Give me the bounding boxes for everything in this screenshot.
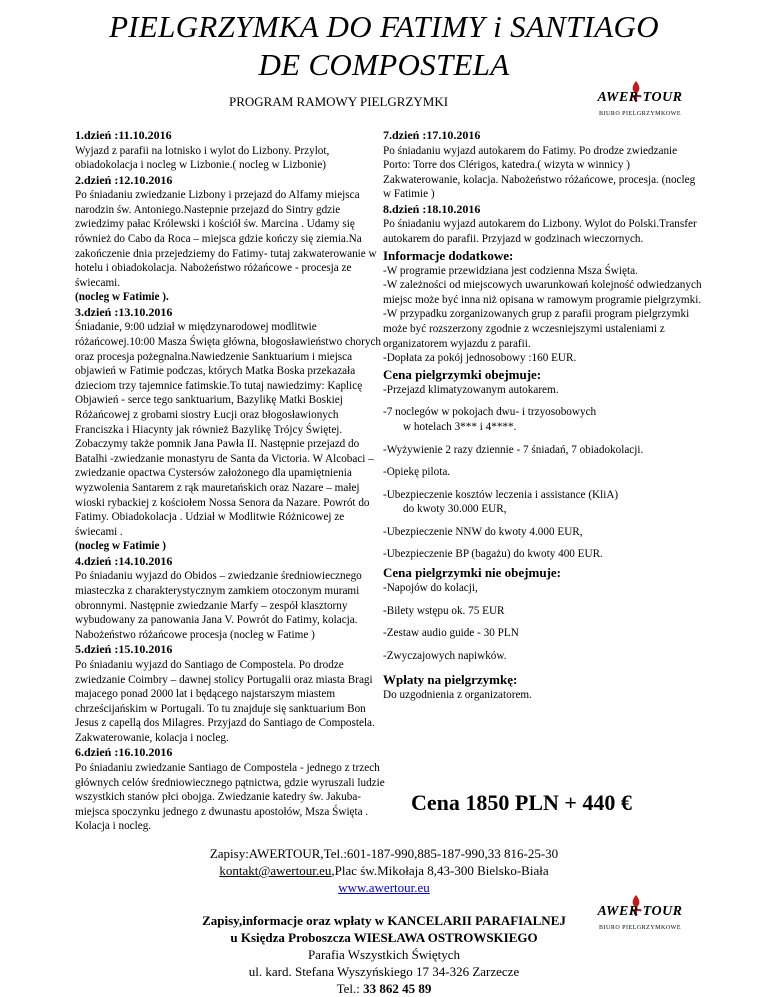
info-item: -Dopłata za pokój jednosobowy :160 EUR. (383, 352, 577, 365)
includes-item: -7 noclegów w pokojach dwu- i trzyosobowych (383, 406, 597, 419)
info-heading: Informacje dodatkowe: (383, 247, 514, 263)
total-price: Cena 1850 PLN + 440 € (411, 790, 632, 815)
program-left-column (75, 128, 386, 834)
contact-email-link[interactable]: kontakt@awertour.eu (219, 863, 332, 878)
includes-heading: Cena pielgrzymki obejmuje: (383, 366, 542, 382)
day-5-text: Po śniadaniu wyjazd do Santiago de Compostela. Po drodze zwiedzanie Coimbry – dawnej stolicy Portugalii oraz miasta Bragi majacego ponad 2000 lat i będącego najstarszym miastem chrześcijańskim w Portugali. To tu znajduje się sanktuarium Bon Jesus z capellą dos Milagres. Przyjazd do Santiago de Compostela. Zakwaterowanie, kolacja i nocleg. (75, 658, 375, 744)
info-item: -W zależności od miejscowych uwarunkowań kolejność odwiedzanych miejsc może być inna niż opisana w ramowym programie pielgrzymki. (383, 279, 702, 306)
includes-item: -Ubezpieczenie NNW do kwoty 4.000 EUR, (383, 525, 583, 538)
title-line-1: PIELGRZYMKA DO FATIMY i SANTIAGO (109, 9, 659, 44)
logo-brand: AWER·TOUR (597, 904, 683, 919)
page-title (0, 8, 768, 84)
day-4-text: Po śniadaniu wyjazd do Obidos – zwiedzanie średniowiecznego miasteczka z charakterystycznym zamkiem otoczonym murami obronnymi. Następnie zwiedzanie Marfy – zespół klasztorny wybudowany za panowania Jana V. Powrót do Fatimy, kolacja. Nabożeństwo różańcowe procesja (nocleg w Fatime ) (75, 570, 362, 641)
includes-item: w hotelach 3*** i 4****. (403, 420, 517, 433)
excludes-heading: Cena pielgrzymki nie obejmuje: (383, 565, 562, 581)
program-subtitle: PROGRAM RAMOWY PIELGRZYMKI (229, 94, 449, 109)
info-item: -W przypadku zorganizowanych grup z parafii program pielgrzymki może być rozszerzony zgodnie z wczesniejszymi ustaleniami z organizatorem wyjazdu z parafii. (383, 308, 690, 350)
day-8-title: 8.dzień :18.10.2016 (383, 201, 481, 216)
contact-address-line (0, 862, 768, 879)
excludes-item: -Zestaw audio guide - 30 PLN (383, 627, 519, 640)
day-2-title: 2.dzień :12.10.2016 (75, 172, 173, 187)
day-7-text: Po śniadaniu wyjazd autokarem do Fatimy. Po drodze zwiedzanie Porto: Torre dos Clérigos, katedra.( wizyta w winnicy ) Zakwaterowanie, kolacja. Nabożeństwo różańcowe, procesja. (nocleg w Fatimie ) (383, 144, 696, 201)
website-link[interactable]: www.awertour.eu (338, 880, 430, 895)
day-6-text: Po śniadaniu zwiedzanie Santiago de Compostela - jednego z trzech głównych celów średniowiecznego pątnictwa, gdzie wyruszali ludzie wszystkich stanów płci obojga. Zwiedzanie katedry św. Jakuba-miejsca spoczynku jednego z dwunastu apostołów, Msza Święta . Kolacja i nocleg. (75, 761, 385, 833)
office-phone: 33 862 45 89 (363, 981, 432, 996)
payments-heading: Wpłaty na pielgrzymkę: (383, 672, 518, 688)
day-2-text: Po śniadaniu zwiedzanie Lizbony i przejazd do Alfamy miejsca narodzin św. Antoniego.Nastepnie przejazd do Sintry gdzie zwiedzimy pałac Królewski i kościół św. Marcina . Udamy się również do Cabo da Roca – miejsca gdzie kończy się ziemia.Na zakończenie dnia przejedziemy do Fatimy- tutaj zakwaterowanie w hotelu i obiadokolacja. Nabożeństwo różańcowe - procesja ze świecami. (75, 189, 377, 289)
day-1-title: 1.dzień :11.10.2016 (75, 128, 172, 142)
excludes-item: -Zwyczajowych napiwków. (383, 649, 507, 662)
day-6-title: 6.dzień :16.10.2016 (75, 745, 173, 760)
excludes-item: -Napojów do kolacji, (383, 582, 478, 595)
title-line-2: DE COMPOSTELA (258, 47, 510, 82)
awertour-logo (588, 86, 692, 122)
program-right-column (383, 128, 703, 703)
day-3-text: Śniadanie, 9:00 udział w międzynarodowej modlitwie różańcowej.10:00 Masza Święta główna, błogosławieństwo chorych oraz procesja pożegnalna.Nawiedzenie Sanktuarium i miejsca objawień w Fatimie podczas, których Matka Boska przekazała dzieciom trzy tajemnice fatimskie.To tutaj nawiedzimy: Kaplicę Objawień - serce tego sanktuarium, Bazylikę Matki Boskiej Różańcowej z grobami siostry Łucji oraz błogosławionych Franciszka i Hiacynty jak również Bazylikę Trójcy Świętej. Zobaczymy także pomnik Jana Pawła II. Następnie przejazd do Batalhi -zwiedzanie monastyru de Santa da Victoria. W Alcobaci – zwiedzanie opactwa Cystersów założonego dla upamiętnienia wyzwolenia Santarem z rąk mauretańskich oraz Nazare – małej wioski rybackiej z kościołem Nossa Senora da Nazare. Powrót do Fatimy. Obiadokolacja . Udział w Modlitwie Różnicowej ze świecami . (75, 321, 382, 538)
office-line-4: ul. kard. Stefana Wyszyńskiego 17 34-326 Zarzecze (248, 964, 520, 979)
parish-office-block (0, 912, 768, 997)
logo-brand: AWER·TOUR (597, 90, 683, 105)
excludes-item: -Bilety wstępu ok. 75 EUR (383, 604, 505, 617)
office-phone-line: Tel.: 33 862 45 89 (336, 981, 432, 996)
day-3-title: 3.dzień :13.10.2016 (75, 304, 173, 319)
info-item: -W programie przewidziana jest codzienna Msza Święta. (383, 264, 638, 277)
includes-item: -Opiekę pilota. (383, 466, 451, 479)
contact-phones: Zapisy:AWERTOUR,Tel.:601-187-990,885-187-990,33 816-25-30 (209, 846, 559, 861)
logo-tagline: BIURO PIELGRZYMKOWE (599, 925, 681, 931)
logo-tagline: BIURO PIELGRZYMKOWE (599, 111, 681, 117)
day-5-title: 5.dzień :15.10.2016 (75, 642, 173, 657)
day-4-title: 4.dzień :14.10.2016 (75, 553, 173, 568)
office-line-1: Zapisy,informacje oraz wpłaty w KANCELARII PARAFIALNEJ (202, 913, 566, 928)
office-line-3: Parafia Wszystkich Świętych (307, 947, 461, 962)
day-7-title: 7.dzień :17.10.2016 (383, 128, 481, 142)
includes-item: do kwoty 30.000 EUR, (403, 503, 507, 516)
day-2-note: (nocleg w Fatimie ). (75, 291, 169, 304)
includes-item: -Przejazd klimatyzowanym autokarem. (383, 383, 559, 396)
includes-item: -Ubezpieczenie kosztów leczenia i assistance (KliA) (383, 488, 619, 501)
day-3-note: (nocleg w Fatimie ) (75, 540, 167, 553)
office-line-2: u Księdza Proboszcza WIESŁAWA OSTROWSKIEGO (230, 930, 538, 945)
day-8-text: Po śniadaniu wyjazd autokarem do Lizbony. Wylot do Polski.Transfer autokarem do parafii. Przyjazd w godzinach wieczornych. (383, 218, 697, 245)
contact-block (0, 845, 768, 896)
includes-item: -Ubezpieczenie BP (bagażu) do kwoty 400 EUR. (383, 548, 603, 561)
contact-address: ,Plac św.Mikołaja 8,43-300 Bielsko-Biała (331, 863, 549, 878)
includes-item: -Wyżywienie 2 razy dziennie - 7 śniadań, 7 obiadokolacji. (383, 443, 644, 456)
payments-text: Do uzgodnienia z organizatorem. (383, 689, 532, 702)
day-1-text: Wyjazd z parafii na lotnisko i wylot do Lizbony. Przylot, obiadokolacja i nocleg w Lizbonie.( nocleg w Lizbonie) (75, 144, 330, 172)
